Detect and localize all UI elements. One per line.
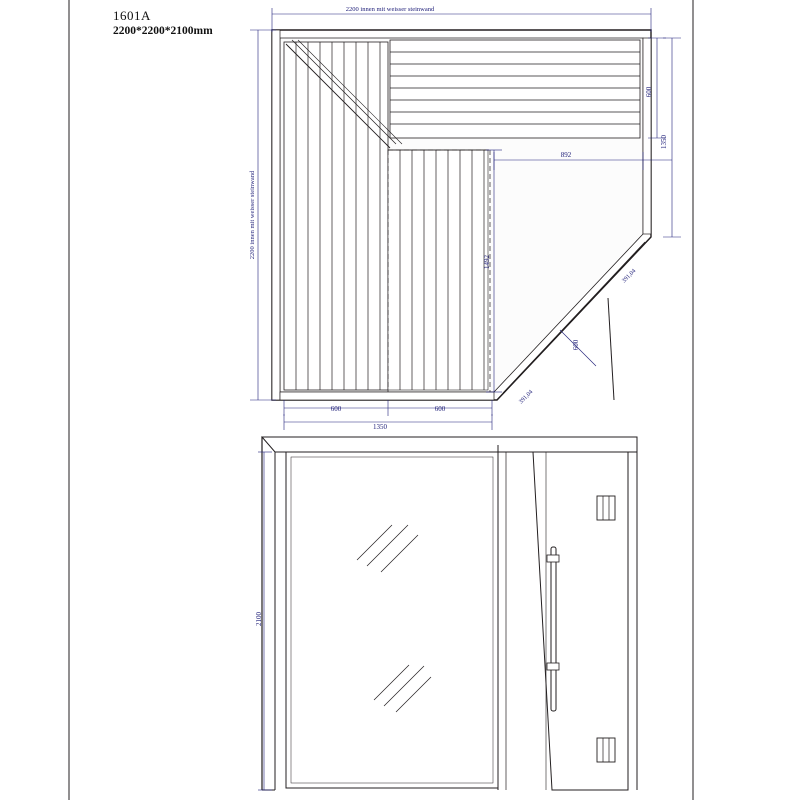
model-number: 1601A xyxy=(113,8,151,23)
left-wall-strip xyxy=(272,30,280,400)
front-mullion xyxy=(498,445,506,790)
door-hinge-lower xyxy=(597,738,615,762)
overall-dimensions: 2200*2200*2100mm xyxy=(113,25,213,37)
dim-right-total: 1350 xyxy=(660,135,668,149)
dim-diagonal-a: 391,04 xyxy=(518,389,535,406)
dim-bottom-total: 1350 xyxy=(373,423,387,431)
door-hinge-upper xyxy=(597,496,615,520)
top-view-group xyxy=(249,6,681,431)
front-right-edge xyxy=(628,437,637,790)
dim-bottom-left-a: 600 xyxy=(330,405,342,413)
dim-top-overall: 2200 innen mit weisser steinwand xyxy=(345,6,435,13)
right-wall-strip xyxy=(643,38,651,234)
dim-bottom-left-b: 600 xyxy=(434,405,446,413)
bottom-wall-strip xyxy=(280,392,494,400)
dim-inner-right: 892 xyxy=(560,151,572,159)
dim-left-overall: 2200 innen mit weisser steinwand xyxy=(249,170,256,260)
upper-bench-slats xyxy=(390,40,640,138)
dim-diagonal-b: 391,04 xyxy=(621,268,638,285)
dim-inner-vertical: 1492 xyxy=(483,255,491,269)
dim-right-upper: 600 xyxy=(645,86,653,98)
dim-bench-depth: 600 xyxy=(572,339,580,351)
front-view-group xyxy=(255,437,637,790)
dim-front-height: 2100 xyxy=(255,612,263,626)
lower-bench-slats xyxy=(388,150,488,390)
front-glass-panel xyxy=(286,452,498,788)
door-swing-indicator xyxy=(608,298,614,400)
